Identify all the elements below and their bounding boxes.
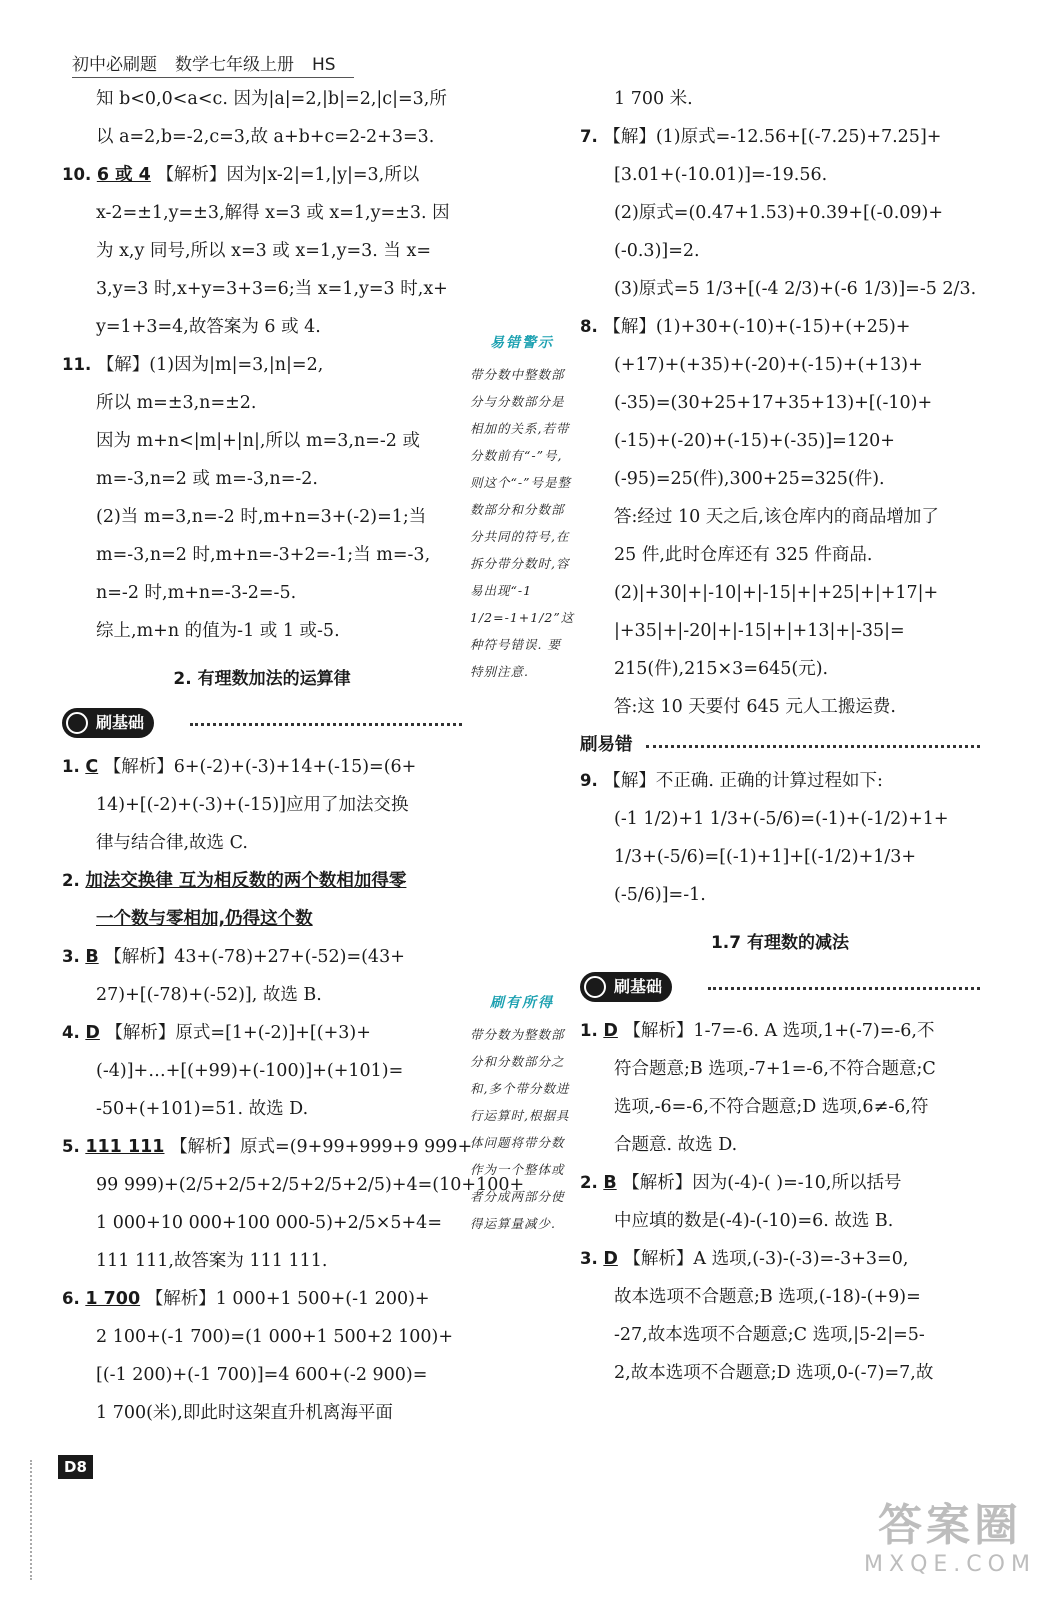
basic-practice-bar xyxy=(62,704,462,744)
line-text: 27)+[(-78)+(-52)], 故选 B. xyxy=(96,985,322,1005)
line-text: x-2=±1,y=±3,解得 x=3 或 x=1,y=±3. 因 xyxy=(96,203,450,223)
sidebar-note-title: 易错警示 xyxy=(490,335,554,351)
line-text: 25 件,此时仓库还有 325 件商品. xyxy=(614,545,873,565)
text-line xyxy=(580,688,980,726)
line-text: 【解析】原式=[1+(-2)]+[(+3)+ xyxy=(105,1023,371,1043)
question-number: 2. xyxy=(62,871,80,890)
text-line xyxy=(580,536,980,574)
text-line xyxy=(62,194,462,232)
question-number: 6. xyxy=(62,1289,80,1308)
text-line xyxy=(62,118,462,156)
right-column xyxy=(580,80,980,1392)
line-text: (3)原式=5 1/3+[(-4 2/3)+(-6 1/3)]=-5 2/3. xyxy=(614,279,977,299)
line-text: m=-3,n=2 或 m=-3,n=-2. xyxy=(96,469,318,489)
text-line xyxy=(580,1126,980,1164)
text-line xyxy=(62,1052,462,1090)
text-line xyxy=(580,308,980,346)
text-line xyxy=(62,536,462,574)
question-number: 3. xyxy=(580,1249,598,1268)
answer-blank: B xyxy=(85,947,99,967)
text-line xyxy=(580,1088,980,1126)
question-number: 1. xyxy=(62,757,80,776)
text-line xyxy=(62,1090,462,1128)
answer-blank: C xyxy=(85,757,99,777)
line-text: 【解析】因为|x-2|=1,|y|=3,所以 xyxy=(156,165,420,185)
subject-name: 数学七年级上册 xyxy=(175,55,294,75)
line-text: 【解析】6+(-2)+(-3)+14+(-15)=(6+ xyxy=(103,757,417,777)
line-text: 111 111,故答案为 111 111. xyxy=(96,1251,328,1271)
line-text: 1/3+(-5/6)=[(-1)+1]+[(-1/2)+1/3+ xyxy=(614,847,917,867)
text-line xyxy=(580,1164,980,1202)
line-text: 知 b<0,0<a<c. 因为|a|=2,|b|=2,|c|=3,所 xyxy=(96,89,447,109)
answer-blank: 111 111 xyxy=(85,1137,165,1157)
text-line xyxy=(62,1204,462,1242)
text-line xyxy=(62,422,462,460)
text-line xyxy=(580,498,980,536)
text-line xyxy=(62,1128,473,1166)
text-line xyxy=(580,80,980,118)
watermark-logo xyxy=(860,1500,1040,1595)
line-text: 【解析】43+(-78)+27+(-52)=(43+ xyxy=(104,947,405,967)
line-text: 为 x,y 同号,所以 x=3 或 x=1,y=3. 当 x= xyxy=(96,241,431,261)
text-line xyxy=(580,1050,980,1088)
line-text: 3,y=3 时,x+y=3+3=6;当 x=1,y=3 时,x+ xyxy=(96,279,448,299)
line-text: [3.01+(-10.01)]=-19.56. xyxy=(614,165,828,185)
line-text: 选项,-6=-6,不符合题意;D 选项,6≠-6,符 xyxy=(614,1097,929,1117)
text-line xyxy=(62,862,462,900)
question-number: 11. xyxy=(62,355,92,374)
text-line xyxy=(62,346,462,384)
line-text: (-0.3)]=2. xyxy=(614,241,700,261)
line-text: 【解】(1)+30+(-10)+(-15)+(+25)+ xyxy=(603,317,911,337)
text-line xyxy=(580,800,980,838)
line-text: 1 700(米),即此时这架直升机离海平面 xyxy=(96,1403,393,1423)
line-text: 215(件),215×3=645(元). xyxy=(614,659,829,679)
text-line xyxy=(62,612,462,650)
sidebar-note-title: 刷有所得 xyxy=(490,995,554,1011)
text-line xyxy=(62,384,462,422)
question-number: 10. xyxy=(62,165,92,184)
line-text: 【解】(1)原式=-12.56+[(-7.25)+7.25]+ xyxy=(603,127,942,147)
line-text: (-95)=25(件),300+25=325(件). xyxy=(614,469,885,489)
text-line xyxy=(62,1280,462,1318)
text-line xyxy=(580,270,980,308)
question-number: 5. xyxy=(62,1137,80,1156)
right-lines-c xyxy=(580,1012,980,1392)
answer-blank: B xyxy=(603,1173,617,1193)
sidebar-note-takeaway xyxy=(470,990,574,1237)
text-line xyxy=(580,1278,980,1316)
text-line xyxy=(62,270,462,308)
text-line xyxy=(62,460,462,498)
text-line xyxy=(62,1356,462,1394)
line-text: 【解析】A 选项,(-3)-(-3)=-3+3=0, xyxy=(623,1249,909,1269)
text-line xyxy=(62,574,462,612)
text-line xyxy=(62,786,462,824)
text-line xyxy=(62,976,462,1014)
line-text: y=1+3=4,故答案为 6 或 4. xyxy=(96,317,321,337)
question-number: 7. xyxy=(580,127,598,146)
text-line xyxy=(580,1316,980,1354)
text-line xyxy=(580,1240,980,1278)
line-text: 中应填的数是(-4)-(-10)=6. 故选 B. xyxy=(614,1211,894,1231)
line-text: [(-1 200)+(-1 700)]=4 600+(-2 900)= xyxy=(96,1365,428,1385)
line-text: (-4)]+…+[(+99)+(-100)]+(+101)= xyxy=(96,1061,404,1081)
text-line xyxy=(580,838,980,876)
text-line xyxy=(62,824,462,862)
line-text: (-15)+(-20)+(-15)+(-35)]=120+ xyxy=(614,431,895,451)
answer-blank: 1 700 xyxy=(85,1289,141,1309)
text-line xyxy=(580,1012,980,1050)
line-text: 合题意. 故选 D. xyxy=(614,1135,738,1155)
dotted-divider xyxy=(190,723,462,726)
margin-dots xyxy=(30,1460,32,1580)
text-line xyxy=(62,156,462,194)
line-text: 答:这 10 天要付 645 元人工搬运费. xyxy=(614,697,896,717)
text-line xyxy=(62,1318,462,1356)
line-text: (+17)+(+35)+(-20)+(-15)+(+13)+ xyxy=(614,355,923,375)
line-text: (2)当 m=3,n=-2 时,m+n=3+(-2)=1;当 xyxy=(96,507,427,527)
edition-tag: HS xyxy=(312,55,336,75)
line-text: (2)|+30|+|-10|+|-15|+|+25|+|+17|+ xyxy=(614,583,939,603)
section-title-subtraction: 1.7 有理数的减法 xyxy=(710,933,850,953)
text-line xyxy=(580,762,980,800)
line-text: 符合题意;B 选项,-7+1=-6,不符合题意;C xyxy=(614,1059,936,1079)
text-line xyxy=(62,938,462,976)
watermark-url: MXQE.COM xyxy=(864,1552,1036,1577)
answer-blank: D xyxy=(603,1021,618,1041)
text-line xyxy=(580,460,980,498)
line-text: 1 700 米. xyxy=(614,89,693,109)
text-line xyxy=(62,1242,462,1280)
line-text: 1 000+10 000+100 000-5)+2/5×5+4= xyxy=(96,1213,442,1233)
line-text: 以 a=2,b=-2,c=3,故 a+b+c=2-2+3=3. xyxy=(96,127,435,147)
line-text: 【解析】原式=(9+99+999+9 999+ xyxy=(170,1137,473,1157)
line-text: 2,故本选项不合题意;D 选项,0-(-7)=7,故 xyxy=(614,1363,934,1383)
line-text: 综上,m+n 的值为-1 或 1 或-5. xyxy=(96,621,340,641)
text-line xyxy=(62,1394,462,1432)
line-text: 【解析】因为(-4)-( )=-10,所以括号 xyxy=(622,1173,902,1193)
line-text: 【解】不正确. 正确的计算过程如下: xyxy=(603,771,883,791)
text-line xyxy=(62,900,462,938)
line-text: 故本选项不合题意;B 选项,(-18)-(+9)= xyxy=(614,1287,921,1307)
text-line xyxy=(580,1202,980,1240)
line-text: 答:经过 10 天之后,该仓库内的商品增加了 xyxy=(614,507,939,527)
line-text: 99 999)+(2/5+2/5+2/5+2/5+2/5)+4=(10+100+ xyxy=(96,1175,525,1195)
text-line xyxy=(580,422,980,460)
text-line xyxy=(580,650,980,688)
text-line xyxy=(62,232,462,270)
text-line xyxy=(580,612,980,650)
text-line xyxy=(580,346,980,384)
text-line xyxy=(580,876,980,914)
line-text: m=-3,n=2 时,m+n=-3+2=-1;当 m=-3, xyxy=(96,545,431,565)
text-line xyxy=(62,1166,525,1204)
page-number: D8 xyxy=(58,1455,93,1479)
text-line xyxy=(580,1354,980,1392)
line-text: (-35)=(30+25+17+35+13)+[(-10)+ xyxy=(614,393,933,413)
sidebar-note-error-warning xyxy=(470,330,574,685)
question-number: 1. xyxy=(580,1021,598,1040)
line-text: 因为 m+n<|m|+|n|,所以 m=3,n=-2 或 xyxy=(96,431,420,451)
dotted-divider xyxy=(646,745,980,748)
answer-blank: 6 或 4 xyxy=(96,165,151,185)
question-number: 9. xyxy=(580,771,598,790)
answer-blank: D xyxy=(603,1249,618,1269)
line-text: 【解析】1-7=-6. A 选项,1+(-7)=-6,不 xyxy=(623,1021,935,1041)
line-text: |+35|+|-20|+|-15|+|+13|+|-35|= xyxy=(614,621,905,641)
section-title-addition-laws: 2. 有理数加法的运算律 xyxy=(173,669,351,689)
line-text: (2)原式=(0.47+1.53)+0.39+[(-0.09)+ xyxy=(614,203,944,223)
line-text: (-5/6)]=-1. xyxy=(614,885,706,905)
text-line xyxy=(62,498,462,536)
line-text: (-1 1/2)+1 1/3+(-5/6)=(-1)+(-1/2)+1+ xyxy=(614,809,949,829)
text-line xyxy=(62,748,462,786)
line-text: -50+(+101)=51. 故选 D. xyxy=(96,1099,309,1119)
easy-error-bar xyxy=(580,726,980,762)
sidebar-note-text: 带分数中整数部分与分数部分是相加的关系,若带分数前有“-”号,则这个“-”号是整数部分和分数部分共同的符号,在拆分带分数时,容易出现“-1 1/2=-1+1/2”这种符号错误. 要特别注意. xyxy=(470,367,575,679)
right-lines-b xyxy=(580,762,980,914)
page-header xyxy=(72,50,354,78)
line-text: -27,故本选项不合题意;C 选项,|5-2|=5- xyxy=(614,1325,925,1345)
left-lines-a xyxy=(62,80,462,650)
line-text: 14)+[(-2)+(-3)+(-15)]应用了加法交换 xyxy=(96,795,409,815)
question-number: 8. xyxy=(580,317,598,336)
basic-practice-badge: 刷基础 xyxy=(580,972,672,1002)
text-line xyxy=(62,80,462,118)
question-number: 4. xyxy=(62,1023,80,1042)
dotted-divider xyxy=(708,987,980,990)
text-line xyxy=(62,1014,462,1052)
basic-practice-bar xyxy=(580,968,980,1008)
text-line xyxy=(580,156,980,194)
answer-blank: 加法交换律 互为相反数的两个数相加得零 xyxy=(85,871,407,891)
text-line xyxy=(580,232,980,270)
text-line xyxy=(580,118,980,156)
text-line xyxy=(62,308,462,346)
watermark-text: 答案圈 xyxy=(878,1500,1022,1551)
answer-blank: D xyxy=(85,1023,100,1043)
easy-error-label: 刷易错 xyxy=(580,735,633,755)
series-name: 初中必刷题 xyxy=(72,55,157,75)
text-line xyxy=(580,194,980,232)
line-text: 2 100+(-1 700)=(1 000+1 500+2 100)+ xyxy=(96,1327,454,1347)
line-text: 律与结合律,故选 C. xyxy=(96,833,248,853)
answer-blank: 一个数与零相加,仍得这个数 xyxy=(96,909,313,929)
line-text: 【解析】1 000+1 500+(-1 200)+ xyxy=(145,1289,430,1309)
basic-practice-badge: 刷基础 xyxy=(62,708,154,738)
question-number: 3. xyxy=(62,947,80,966)
text-line xyxy=(580,384,980,422)
right-lines-a xyxy=(580,80,980,726)
line-text: 【解】(1)因为|m|=3,|n|=2, xyxy=(96,355,324,375)
text-line xyxy=(580,574,980,612)
line-text: n=-2 时,m+n=-3-2=-5. xyxy=(96,583,297,603)
sidebar-note-text: 带分数为整数部分和分数部分之和,多个带分数进行运算时,根据具体问题将带分数作为一个整体或者分成两部分使得运算量减少. xyxy=(470,1027,570,1231)
line-text: 所以 m=±3,n=±2. xyxy=(96,393,257,413)
question-number: 2. xyxy=(580,1173,598,1192)
